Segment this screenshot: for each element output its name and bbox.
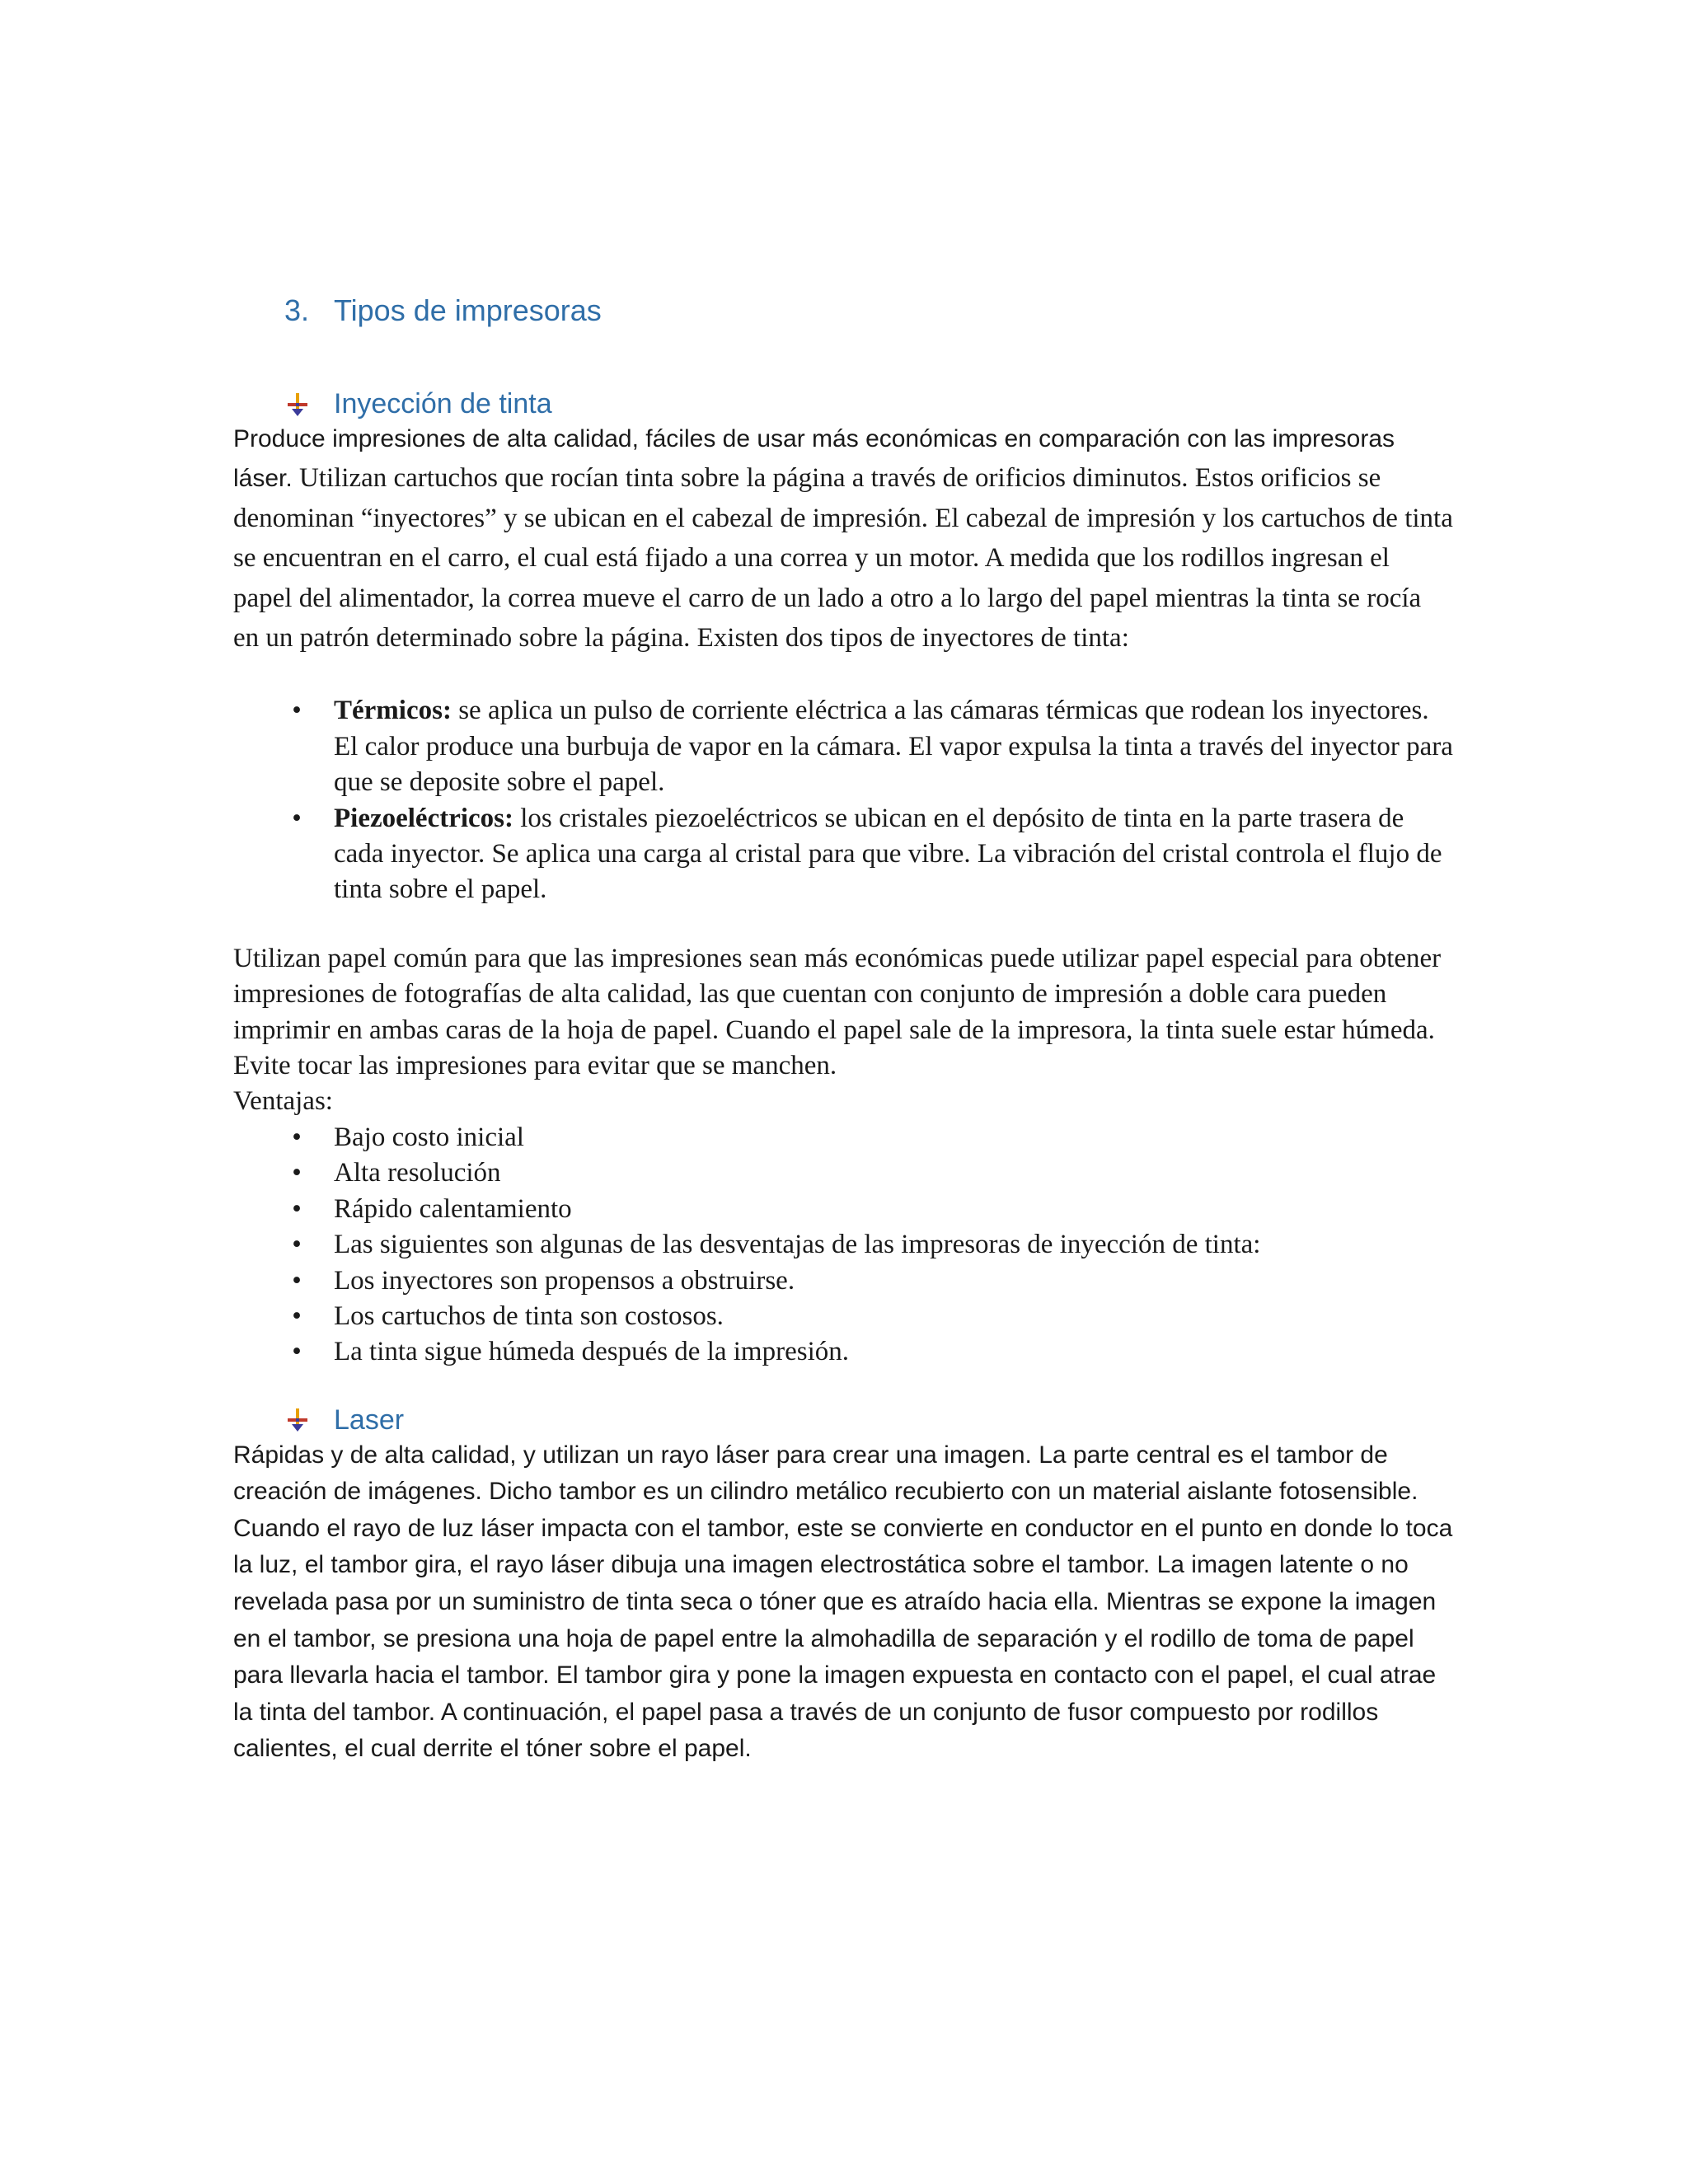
inkjet-heading	[284, 387, 1453, 421]
bullet-icon: •	[292, 1122, 302, 1152]
list-item-text: Los cartuchos de tinta son costosos.	[334, 1301, 724, 1331]
inkjet-intro-paragraph	[233, 421, 1453, 660]
bullet-icon: •	[292, 1193, 302, 1224]
document-content	[233, 293, 1453, 1768]
inkjet-heading-text: Inyección de tinta	[334, 388, 552, 420]
arrow-down-plus-icon	[284, 1407, 334, 1433]
section-title: Tipos de impresoras	[334, 293, 602, 327]
list-item-text: La tinta sigue húmeda después de la impresión.	[334, 1337, 850, 1367]
advantages-label: Ventajas:	[233, 1086, 333, 1117]
inkjet-paragraph-2: Utilizan papel común para que las impresiones sean más económicas puede utilizar papel especial para obtener impresiones de fotografías de alta calidad, las que cuentan con conjunto de impresión a doble cara pueden imprimir en ambas caras de la hoja de papel. Cuando el papel sale de la impresora, la tinta suele estar húmeda. Evite tocar las impresiones para evitar que se manchen.	[233, 943, 1442, 1081]
list-item-text: Los inyectores son propensos a obstruirse.	[334, 1265, 795, 1296]
list-item	[233, 693, 1453, 800]
bullet-icon: •	[292, 1337, 302, 1367]
list-item-term: Térmicos:	[334, 696, 452, 726]
list-item-text: los cristales piezoeléctricos se ubican en el depósito de tinta en la parte trasera de cada inyector. Se aplica una carga al cristal para que vibre. La vibración del cristal controla el flujo de tinta sobre el papel.	[334, 803, 1442, 905]
list-item	[233, 1120, 1453, 1155]
list-item	[233, 1334, 1453, 1370]
inkjet-intro-serif: Utilizan cartuchos que rocían tinta sobre la página a través de orificios diminutos. Estos orificios se denominan “inyectores” y se ubican en el cabezal de impresión. El cabezal de impresión y los cartuchos de tinta se encuentran en el carro, el cual está fijado a una correa y un motor. A medida que los rodillos ingresan el papel del alimentador, la correa mueve el carro de un lado a otro a lo largo del papel mientras la tinta se rocía en un patrón determinado sobre la página. Existen dos tipos de inyectores de tinta:	[233, 463, 1453, 654]
arrow-down-plus-icon	[284, 391, 334, 418]
list-item	[233, 1227, 1453, 1263]
bullet-icon: •	[292, 696, 302, 726]
laser-paragraph: Rápidas y de alta calidad, y utilizan un rayo láser para crear una imagen. La parte central es el tambor de creación de imágenes. Dicho tambor es un cilindro metálico recubierto con un material aislante fotosensible. Cuando el rayo de luz láser impacta con el tambor, este se convierte en conductor en el punto en donde lo toca la luz, el tambor gira, el rayo láser dibuja una imagen electrostática sobre el tambor. La imagen latente o no revelada pasa por un suministro de tinta seca o tóner que es atraído hacia ella. Mientras se expone la imagen en el tambor, se presiona una hoja de papel entre la almohadilla de separación y el rodillo de toma de papel para llevarla hacia el tambor. El tambor gira y pone la imagen expuesta en contacto con el papel, el cual atrae la tinta del tambor. A continuación, el papel pasa a través de un conjunto de fusor compuesto por rodillos calientes, el cual derrite el tóner sobre el papel.	[233, 1441, 1453, 1763]
bullet-icon: •	[292, 1158, 302, 1188]
bullet-icon: •	[292, 1301, 302, 1331]
bullet-icon: •	[292, 1230, 302, 1260]
list-item-text: Las siguientes son algunas de las desventajas de las impresoras de inyección de tinta:	[334, 1230, 1261, 1260]
bullet-icon: •	[292, 803, 302, 833]
section-number: 3.	[284, 293, 310, 327]
list-item	[233, 801, 1453, 908]
section-heading	[284, 293, 1453, 328]
list-item	[233, 1263, 1453, 1299]
list-item	[233, 1299, 1453, 1334]
advantages-list	[233, 1120, 1453, 1371]
inkjet-intro-sans: Produce impresiones de alta calidad, fáciles de usar más económicas en comparación con las impresoras láser.	[233, 424, 1395, 493]
list-item	[233, 1155, 1453, 1191]
list-item-term: Piezoeléctricos:	[334, 803, 514, 833]
bullet-icon: •	[292, 1265, 302, 1296]
list-item-text: Bajo costo inicial	[334, 1122, 524, 1152]
list-item-text: se aplica un pulso de corriente eléctrica a las cámaras térmicas que rodean los inyectores. El calor produce una burbuja de vapor en la cámara. El vapor expulsa la tinta a través del inyector para que se deposite sobre el papel.	[334, 696, 1453, 798]
laser-heading	[284, 1404, 1453, 1437]
inkjet-types-list	[233, 693, 1453, 907]
list-item	[233, 1192, 1453, 1227]
list-item-text: Rápido calentamiento	[334, 1193, 572, 1224]
laser-heading-text: Laser	[334, 1404, 405, 1436]
list-item-text: Alta resolución	[334, 1158, 501, 1188]
